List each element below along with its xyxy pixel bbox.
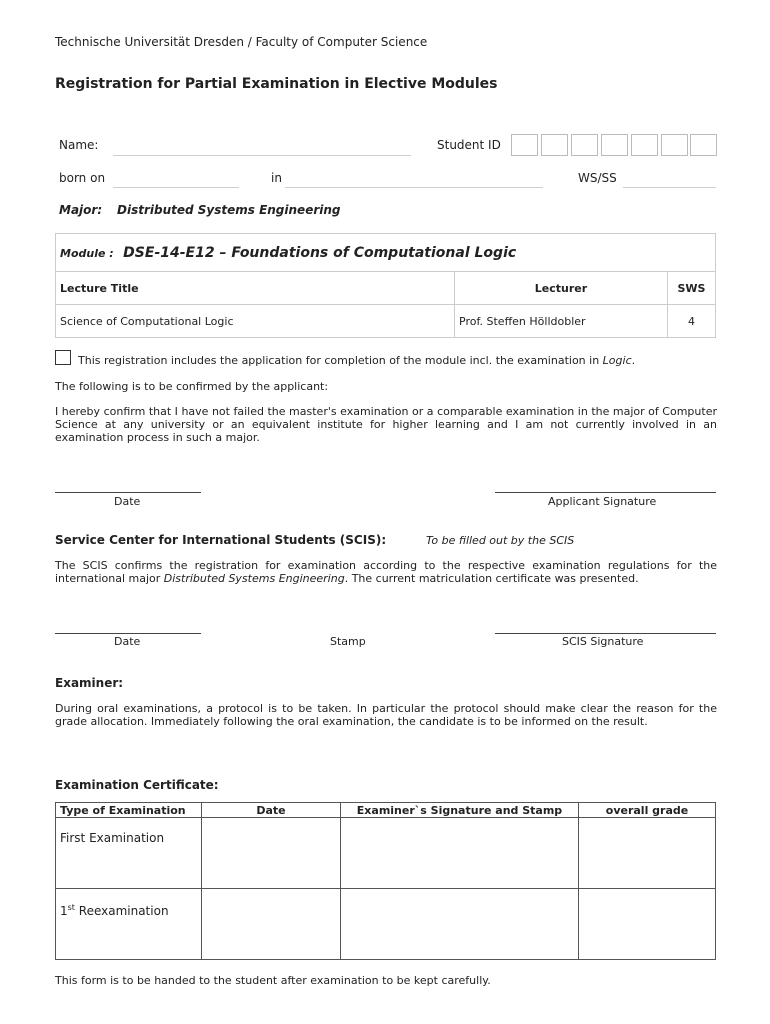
scis-text-b: . The current matriculation certificate was presented. (344, 572, 639, 585)
module-title-cell (56, 234, 716, 272)
first-exam-grade-cell[interactable] (579, 818, 716, 889)
semester-label: WS/SS (578, 171, 617, 185)
student-id-box[interactable] (690, 134, 717, 156)
examiner-heading: Examiner: (55, 676, 124, 690)
first-exam-label: First Examination (56, 818, 202, 889)
col-type: Type of Examination (56, 803, 202, 818)
certificate-table (55, 802, 716, 960)
major-value: Distributed Systems Engineering (117, 203, 341, 217)
scis-major: Distributed Systems Engineering (163, 572, 345, 585)
table-row (56, 818, 716, 889)
institution-header: Technische Universität Dresden / Faculty of Computer Science (55, 35, 428, 49)
birthplace-field[interactable] (285, 187, 543, 188)
born-on-label: born on (59, 171, 106, 185)
checkbox-text-italic: Logic (602, 354, 632, 367)
born-on-field[interactable] (113, 187, 239, 188)
lecture-title-cell: Science of Computational Logic (56, 305, 455, 338)
table-row (56, 305, 716, 338)
col-date: Date (202, 803, 341, 818)
sws-cell: 4 (668, 305, 716, 338)
scis-text (55, 559, 717, 585)
module-table (55, 233, 716, 338)
col-grade: overall grade (579, 803, 716, 818)
birthplace-label: in (271, 171, 282, 185)
major-label: Major: (59, 203, 103, 217)
lecturer-cell: Prof. Steffen Hölldobler (455, 305, 668, 338)
scis-heading: Service Center for International Students (SCIS): (55, 533, 387, 547)
student-id-box[interactable] (541, 134, 568, 156)
reexam-text: Reexamination (74, 904, 169, 918)
scis-note: To be filled out by the SCIS (426, 534, 575, 547)
reexam-signature-cell[interactable] (341, 889, 579, 960)
student-id-box[interactable] (571, 134, 598, 156)
checkbox-label (78, 354, 635, 367)
first-exam-date-cell[interactable] (202, 818, 341, 889)
date-line[interactable] (55, 492, 201, 493)
col-sws: SWS (668, 272, 716, 305)
certificate-heading: Examination Certificate: (55, 778, 219, 792)
first-exam-signature-cell[interactable] (341, 818, 579, 889)
module-code-title: DSE-14-E12 – Foundations of Computational Logic (123, 244, 517, 261)
module-completion-checkbox[interactable] (55, 350, 71, 365)
scis-signature-label: SCIS Signature (562, 635, 644, 648)
col-examiner: Examiner`s Signature and Stamp (341, 803, 579, 818)
col-lecture-title: Lecture Title (56, 272, 455, 305)
scis-signature-line[interactable] (495, 633, 716, 634)
name-label: Name: (59, 138, 99, 152)
table-row (56, 889, 716, 960)
checkbox-text: This registration includes the application for completion of the module incl. the examination in (78, 354, 603, 367)
footer-note: This form is to be handed to the student after examination to be kept carefully. (55, 974, 491, 987)
applicant-signature-label: Applicant Signature (548, 495, 657, 508)
reexam-label (56, 889, 202, 960)
examiner-text: During oral examinations, a protocol is to be taken. In particular the protocol should make clear the reason for the grade allocation. Immediately following the oral examination, the candidate is to be informed on the result. (55, 702, 717, 728)
student-id-label: Student ID (437, 138, 501, 152)
applicant-signature-line[interactable] (495, 492, 716, 493)
col-lecturer: Lecturer (455, 272, 668, 305)
checkbox-text-end: . (631, 354, 636, 367)
reexam-grade-cell[interactable] (579, 889, 716, 960)
scis-date-label: Date (114, 635, 141, 648)
student-id-box[interactable] (511, 134, 538, 156)
student-id-box[interactable] (631, 134, 658, 156)
semester-field[interactable] (623, 187, 716, 188)
student-id-box[interactable] (661, 134, 688, 156)
module-label: Module : (60, 246, 114, 260)
student-id-box[interactable] (601, 134, 628, 156)
reexam-sup: st (67, 903, 75, 912)
date-label: Date (114, 495, 141, 508)
scis-date-line[interactable] (55, 633, 201, 634)
name-field[interactable] (113, 155, 411, 156)
confirm-intro: The following is to be confirmed by the applicant: (55, 380, 329, 393)
confirm-text: I hereby confirm that I have not failed the master's examination or a comparable examination in the major of Computer Science at any university or an equivalent institute for higher learning and I am not currently involved in an examination process in such a major. (55, 405, 717, 444)
page-title: Registration for Partial Examination in Elective Modules (55, 76, 498, 92)
scis-text-a: The SCIS confirms the registration for examination according to the respective examination regulations for the international major (55, 559, 717, 585)
stamp-label: Stamp (330, 635, 366, 648)
reexam-date-cell[interactable] (202, 889, 341, 960)
reexam-num: 1 (60, 904, 68, 918)
